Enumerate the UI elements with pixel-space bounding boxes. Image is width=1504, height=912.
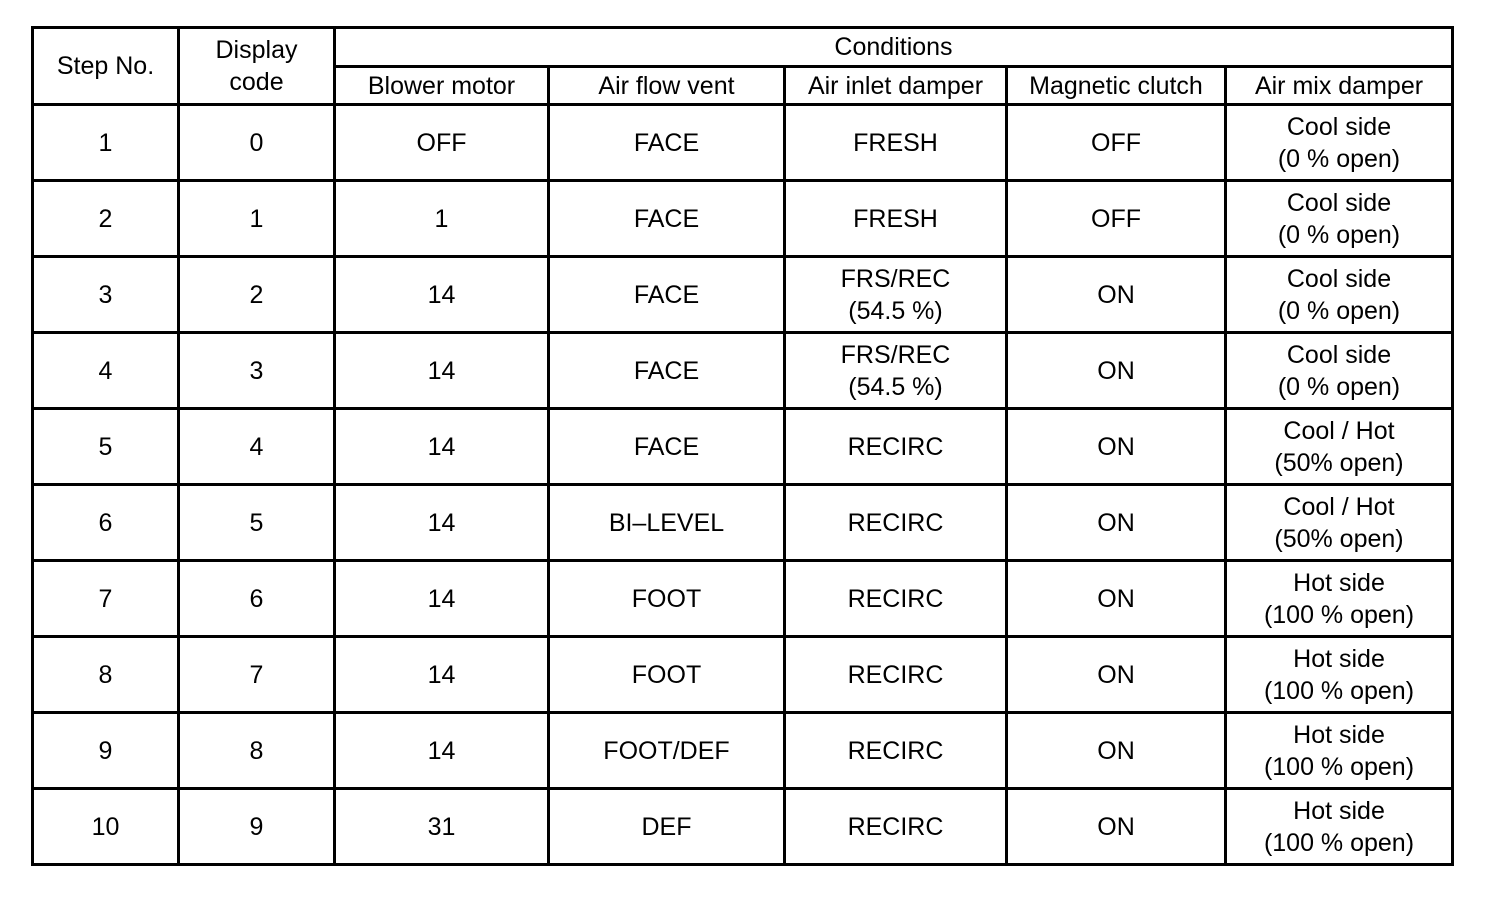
cell-magnetic-clutch: OFF — [1007, 105, 1226, 181]
cell-air-mix-damper — [1226, 409, 1453, 485]
cell-magnetic-clutch: ON — [1007, 257, 1226, 333]
table-row — [33, 561, 1453, 637]
cell-air-mix-damper-line: (0 % open) — [1277, 144, 1401, 173]
cell-air-mix-damper-line: (100 % open) — [1263, 676, 1415, 705]
cell-air-mix-damper-line: Cool / Hot — [1283, 492, 1395, 521]
cell-blower-motor: OFF — [335, 105, 549, 181]
cell-air-inlet-damper-line: RECIRC — [847, 736, 944, 765]
cell-air-inlet-damper — [785, 637, 1007, 713]
header-air-inlet-damper: Air inlet damper — [785, 67, 1007, 105]
table-row — [33, 409, 1453, 485]
cell-air-inlet-damper-line: FRS/REC — [840, 264, 951, 293]
cell-air-mix-damper-line: Hot side — [1293, 720, 1385, 749]
cell-display-code: 8 — [179, 713, 335, 789]
header-display-code-line: Display — [215, 36, 298, 64]
cell-air-flow-vent: FOOT — [549, 561, 785, 637]
cell-air-inlet-damper — [785, 257, 1007, 333]
cell-air-mix-damper-line: (50% open) — [1274, 448, 1404, 477]
table-container — [31, 26, 1451, 866]
cell-air-mix-damper-line: (0 % open) — [1277, 372, 1401, 401]
header-step-no: Step No. — [33, 28, 179, 105]
cell-air-flow-vent: FACE — [549, 333, 785, 409]
cell-magnetic-clutch: ON — [1007, 485, 1226, 561]
cell-blower-motor: 14 — [335, 409, 549, 485]
cell-air-inlet-damper-line: (54.5 %) — [848, 372, 943, 401]
cell-air-mix-damper-line: Hot side — [1293, 796, 1385, 825]
cell-air-inlet-damper-line: FRS/REC — [840, 340, 951, 369]
cell-air-mix-damper-line: Hot side — [1293, 644, 1385, 673]
cell-step-no: 8 — [33, 637, 179, 713]
cell-step-no: 3 — [33, 257, 179, 333]
cell-blower-motor: 14 — [335, 257, 549, 333]
cell-display-code: 0 — [179, 105, 335, 181]
cell-air-inlet-damper — [785, 485, 1007, 561]
cell-step-no: 4 — [33, 333, 179, 409]
cell-air-inlet-damper-line: RECIRC — [847, 584, 944, 613]
cell-air-flow-vent: FACE — [549, 105, 785, 181]
cell-display-code: 4 — [179, 409, 335, 485]
cell-display-code: 6 — [179, 561, 335, 637]
cell-magnetic-clutch: OFF — [1007, 181, 1226, 257]
cell-air-mix-damper-line: (0 % open) — [1277, 296, 1401, 325]
cell-air-flow-vent: DEF — [549, 789, 785, 865]
cell-air-flow-vent: BI–LEVEL — [549, 485, 785, 561]
conditions-table — [31, 26, 1454, 866]
table-row — [33, 105, 1453, 181]
cell-air-inlet-damper — [785, 409, 1007, 485]
header-conditions: Conditions — [335, 28, 1453, 67]
cell-magnetic-clutch: ON — [1007, 637, 1226, 713]
cell-air-inlet-damper-line: (54.5 %) — [848, 296, 943, 325]
cell-air-mix-damper-line: Hot side — [1293, 568, 1385, 597]
cell-step-no: 6 — [33, 485, 179, 561]
table-row — [33, 789, 1453, 865]
cell-air-mix-damper-line: (100 % open) — [1263, 600, 1415, 629]
cell-air-mix-damper — [1226, 181, 1453, 257]
cell-air-mix-damper-line: Cool side — [1286, 188, 1392, 217]
cell-air-inlet-damper — [785, 105, 1007, 181]
cell-air-inlet-damper-line: FRESH — [853, 128, 938, 157]
cell-air-inlet-damper-line: FRESH — [853, 204, 938, 233]
cell-air-inlet-damper-line: RECIRC — [847, 812, 944, 841]
cell-air-flow-vent: FACE — [549, 257, 785, 333]
cell-display-code: 3 — [179, 333, 335, 409]
table-row — [33, 637, 1453, 713]
header-row-top — [33, 28, 1453, 67]
cell-air-inlet-damper-line: RECIRC — [847, 660, 944, 689]
cell-magnetic-clutch: ON — [1007, 713, 1226, 789]
cell-air-mix-damper-line: (100 % open) — [1263, 752, 1415, 781]
cell-display-code: 5 — [179, 485, 335, 561]
cell-air-mix-damper-line: (50% open) — [1274, 524, 1404, 553]
cell-air-mix-damper-line: Cool / Hot — [1283, 416, 1395, 445]
table-body — [33, 105, 1453, 865]
cell-step-no: 1 — [33, 105, 179, 181]
header-air-flow-vent: Air flow vent — [549, 67, 785, 105]
cell-air-mix-damper-line: Cool side — [1286, 264, 1392, 293]
cell-display-code: 2 — [179, 257, 335, 333]
cell-magnetic-clutch: ON — [1007, 333, 1226, 409]
cell-air-mix-damper — [1226, 637, 1453, 713]
cell-air-mix-damper-line: Cool side — [1286, 340, 1392, 369]
header-display-code-line: code — [229, 68, 284, 96]
table-row — [33, 713, 1453, 789]
table-row — [33, 181, 1453, 257]
cell-air-inlet-damper-line: RECIRC — [847, 432, 944, 461]
cell-step-no: 2 — [33, 181, 179, 257]
header-air-mix-damper: Air mix damper — [1226, 67, 1453, 105]
cell-air-mix-damper-line: Cool side — [1286, 112, 1392, 141]
table-row — [33, 333, 1453, 409]
cell-display-code: 1 — [179, 181, 335, 257]
cell-blower-motor: 14 — [335, 561, 549, 637]
cell-step-no: 7 — [33, 561, 179, 637]
cell-air-inlet-damper-line: RECIRC — [847, 508, 944, 537]
cell-display-code: 9 — [179, 789, 335, 865]
cell-air-mix-damper — [1226, 105, 1453, 181]
cell-air-flow-vent: FACE — [549, 181, 785, 257]
cell-step-no: 10 — [33, 789, 179, 865]
cell-air-inlet-damper — [785, 789, 1007, 865]
header-blower-motor: Blower motor — [335, 67, 549, 105]
cell-air-inlet-damper — [785, 561, 1007, 637]
cell-air-inlet-damper — [785, 333, 1007, 409]
cell-display-code: 7 — [179, 637, 335, 713]
cell-air-flow-vent: FOOT — [549, 637, 785, 713]
cell-air-mix-damper — [1226, 257, 1453, 333]
table-row — [33, 485, 1453, 561]
cell-air-mix-damper — [1226, 713, 1453, 789]
cell-blower-motor: 31 — [335, 789, 549, 865]
cell-blower-motor: 14 — [335, 333, 549, 409]
table-row — [33, 257, 1453, 333]
table-header — [33, 28, 1453, 105]
cell-air-mix-damper — [1226, 789, 1453, 865]
cell-magnetic-clutch: ON — [1007, 409, 1226, 485]
cell-air-flow-vent: FOOT/DEF — [549, 713, 785, 789]
cell-air-mix-damper — [1226, 333, 1453, 409]
cell-step-no: 9 — [33, 713, 179, 789]
cell-blower-motor: 14 — [335, 637, 549, 713]
cell-air-mix-damper — [1226, 561, 1453, 637]
cell-air-inlet-damper — [785, 713, 1007, 789]
cell-air-inlet-damper — [785, 181, 1007, 257]
cell-air-mix-damper-line: (100 % open) — [1263, 828, 1415, 857]
cell-blower-motor: 14 — [335, 713, 549, 789]
header-magnetic-clutch: Magnetic clutch — [1007, 67, 1226, 105]
cell-magnetic-clutch: ON — [1007, 561, 1226, 637]
header-display-code — [179, 28, 335, 105]
cell-air-flow-vent: FACE — [549, 409, 785, 485]
cell-air-mix-damper — [1226, 485, 1453, 561]
cell-blower-motor: 14 — [335, 485, 549, 561]
cell-step-no: 5 — [33, 409, 179, 485]
cell-blower-motor: 1 — [335, 181, 549, 257]
cell-air-mix-damper-line: (0 % open) — [1277, 220, 1401, 249]
cell-magnetic-clutch: ON — [1007, 789, 1226, 865]
